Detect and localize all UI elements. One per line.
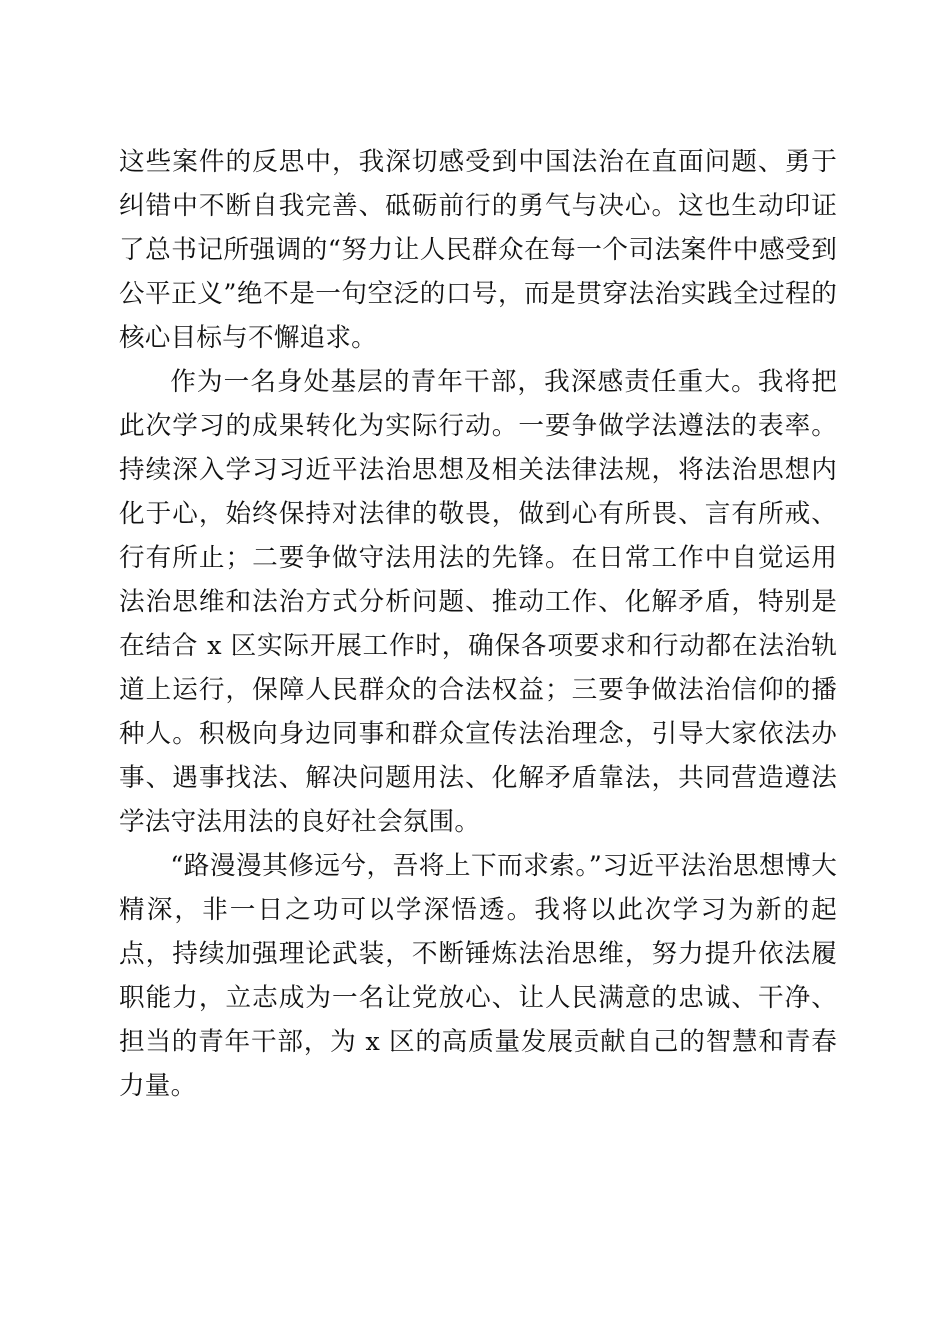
- paragraph-3: “路漫漫其修远兮，吾将上下而求索。”习近平法治思想博大精深，非一日之功可以学深悟透。我将以此次学习为新的起点，持续加强理论武装，不断锤炼法治思维，努力提升依法履职能力，立志成为一名让党放心、让人民满意的忠诚、干净、担当的青年干部，为 x 区的高质量发展贡献自己的智慧和青春力量。: [119, 851, 837, 1101]
- paragraph-2: 作为一名身处基层的青年干部，我深感责任重大。我将把此次学习的成果转化为实际行动。一要争做学法遵法的表率。持续深入学习习近平法治思想及相关法律法规，将法治思想内化于心，始终保持对法律的敬畏，做到心有所畏、言有所戒、行有所止；二要争做守法用法的先锋。在日常工作中自觉运用法治思维和法治方式分析问题、推动工作、化解矛盾，特别是在结合 x 区实际开展工作时，确保各项要求和行动都在法治轨道上运行，保障人民群众的合法权益；三要争做法治信仰的播种人。积极向身边同事和群众宣传法治理念，引导大家依法办事、遇事找法、解决问题用法、化解矛盾靠法，共同营造遵法学法守法用法的良好社会氛围。: [119, 367, 837, 837]
- paragraph-1: 这些案件的反思中，我深切感受到中国法治在直面问题、勇于纠错中不断自我完善、砥砺前行的勇气与决心。这也生动印证了总书记所强调的“努力让人民群众在每一个司法案件中感受到公平正义”绝不是一句空泛的口号，而是贯穿法治实践全过程的核心目标与不懈追求。: [119, 147, 837, 353]
- document-body: [119, 140, 837, 1108]
